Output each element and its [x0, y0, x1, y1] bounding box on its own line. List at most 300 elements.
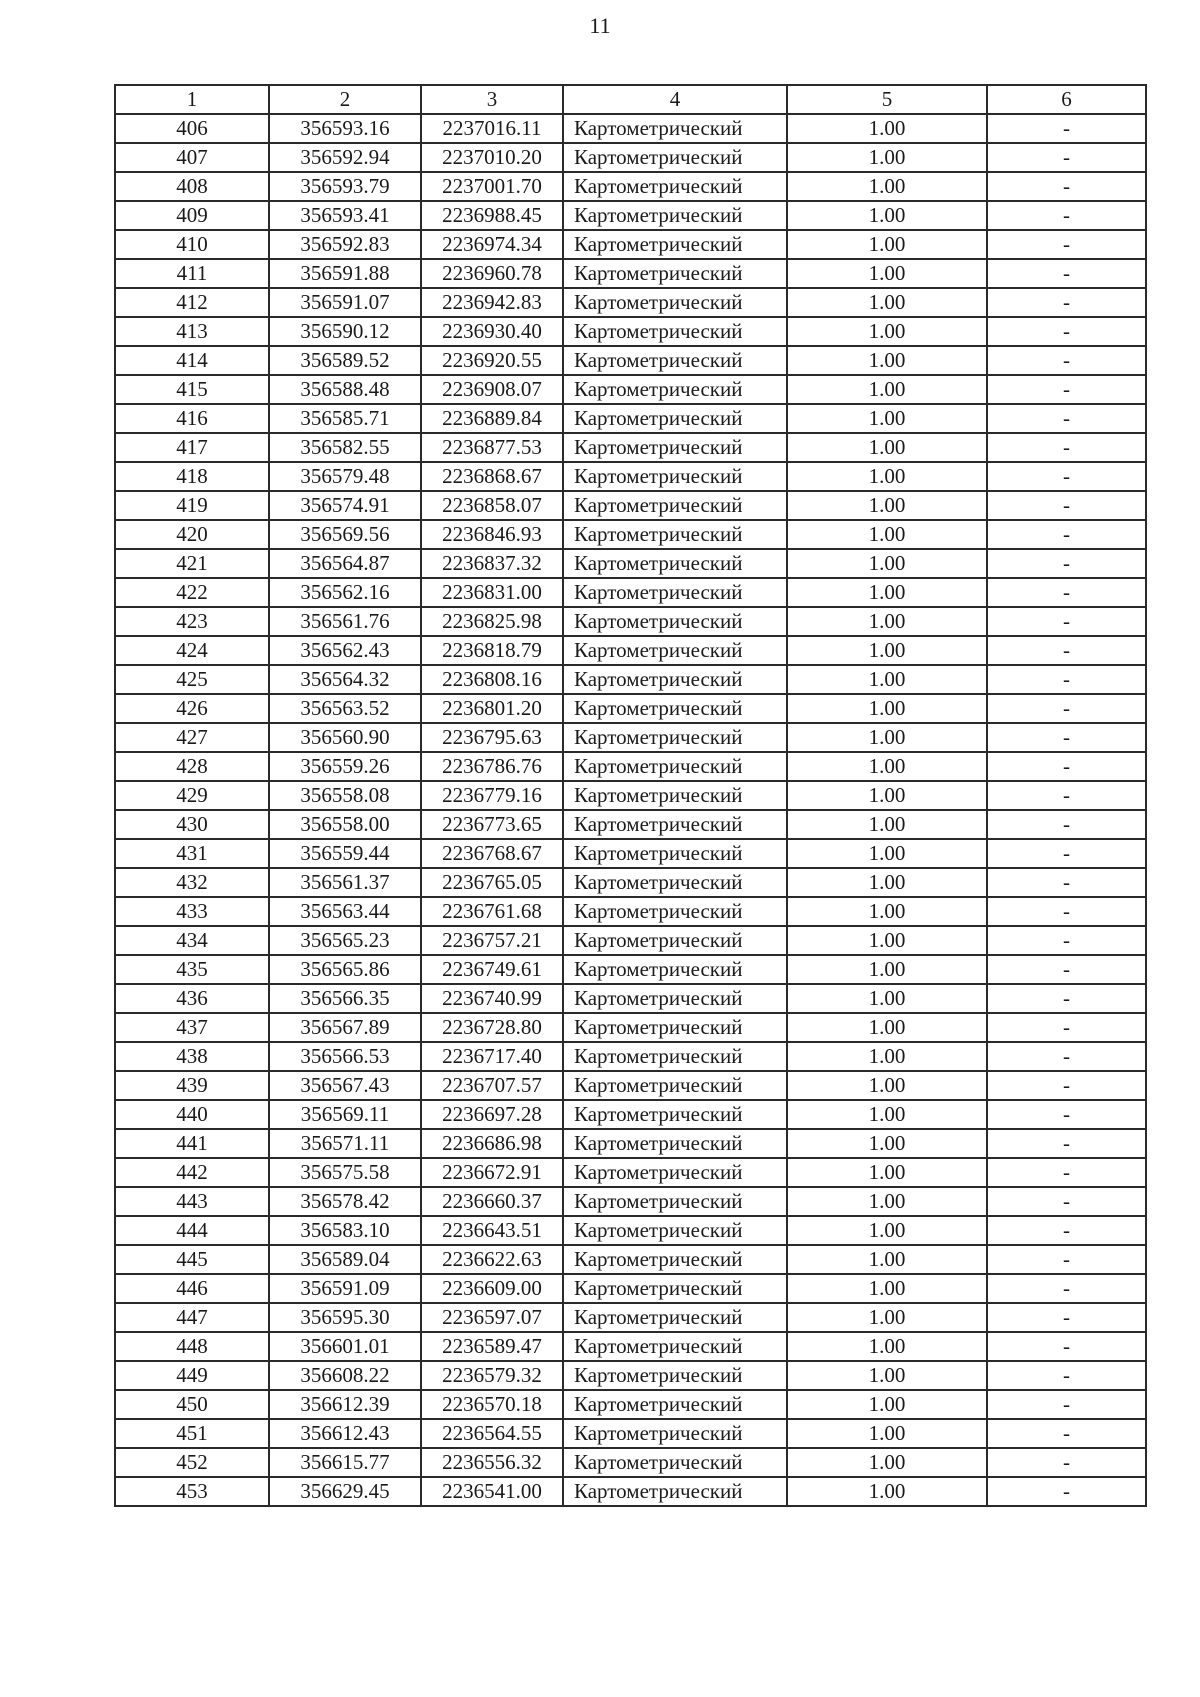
- coordinates-table: [114, 84, 1147, 1507]
- accuracy-cell: 1.00: [787, 143, 987, 172]
- table-row: [115, 1013, 1146, 1042]
- point-number-cell: 443: [115, 1187, 269, 1216]
- accuracy-cell: 1.00: [787, 1274, 987, 1303]
- point-number-cell: 452: [115, 1448, 269, 1477]
- y-coordinate-cell: 2236846.93: [421, 520, 563, 549]
- description-cell: -: [987, 1477, 1146, 1506]
- point-number-cell: 422: [115, 578, 269, 607]
- description-cell: -: [987, 1158, 1146, 1187]
- table-row: [115, 491, 1146, 520]
- point-number-cell: 419: [115, 491, 269, 520]
- description-cell: -: [987, 955, 1146, 984]
- description-cell: -: [987, 1100, 1146, 1129]
- x-coordinate-cell: 356591.07: [269, 288, 421, 317]
- accuracy-cell: 1.00: [787, 317, 987, 346]
- accuracy-cell: 1.00: [787, 897, 987, 926]
- table-row: [115, 607, 1146, 636]
- table-row: [115, 520, 1146, 549]
- x-coordinate-cell: 356569.56: [269, 520, 421, 549]
- table-row: [115, 259, 1146, 288]
- method-cell: Картометрический: [563, 1187, 787, 1216]
- table-row: [115, 897, 1146, 926]
- description-cell: -: [987, 259, 1146, 288]
- method-cell: Картометрический: [563, 1448, 787, 1477]
- table-row: [115, 375, 1146, 404]
- y-coordinate-cell: 2236728.80: [421, 1013, 563, 1042]
- table-row: [115, 1448, 1146, 1477]
- y-coordinate-cell: 2236960.78: [421, 259, 563, 288]
- table-row: [115, 1303, 1146, 1332]
- y-coordinate-cell: 2236564.55: [421, 1419, 563, 1448]
- x-coordinate-cell: 356560.90: [269, 723, 421, 752]
- point-number-cell: 437: [115, 1013, 269, 1042]
- description-cell: -: [987, 1419, 1146, 1448]
- page-number: 11: [589, 13, 611, 38]
- x-coordinate-cell: 356563.52: [269, 694, 421, 723]
- x-coordinate-cell: 356561.76: [269, 607, 421, 636]
- point-number-cell: 428: [115, 752, 269, 781]
- description-cell: -: [987, 984, 1146, 1013]
- method-cell: Картометрический: [563, 1129, 787, 1158]
- description-cell: -: [987, 317, 1146, 346]
- point-number-cell: 426: [115, 694, 269, 723]
- description-cell: -: [987, 781, 1146, 810]
- point-number-cell: 414: [115, 346, 269, 375]
- y-coordinate-cell: 2236868.67: [421, 462, 563, 491]
- point-number-cell: 435: [115, 955, 269, 984]
- method-cell: Картометрический: [563, 694, 787, 723]
- description-cell: -: [987, 1390, 1146, 1419]
- x-coordinate-cell: 356574.91: [269, 491, 421, 520]
- description-cell: -: [987, 1187, 1146, 1216]
- y-coordinate-cell: 2236686.98: [421, 1129, 563, 1158]
- method-cell: Картометрический: [563, 433, 787, 462]
- y-coordinate-cell: 2237016.11: [421, 114, 563, 143]
- y-coordinate-cell: 2236768.67: [421, 839, 563, 868]
- y-coordinate-cell: 2236717.40: [421, 1042, 563, 1071]
- method-cell: Картометрический: [563, 172, 787, 201]
- table-row: [115, 1158, 1146, 1187]
- x-coordinate-cell: 356589.52: [269, 346, 421, 375]
- x-coordinate-cell: 356575.58: [269, 1158, 421, 1187]
- accuracy-cell: 1.00: [787, 1216, 987, 1245]
- accuracy-cell: 1.00: [787, 1129, 987, 1158]
- accuracy-cell: 1.00: [787, 1158, 987, 1187]
- y-coordinate-cell: 2237010.20: [421, 143, 563, 172]
- table-row: [115, 723, 1146, 752]
- point-number-cell: 448: [115, 1332, 269, 1361]
- accuracy-cell: 1.00: [787, 288, 987, 317]
- table-row: [115, 1419, 1146, 1448]
- accuracy-cell: 1.00: [787, 1245, 987, 1274]
- x-coordinate-cell: 356571.11: [269, 1129, 421, 1158]
- point-number-cell: 433: [115, 897, 269, 926]
- x-coordinate-cell: 356567.89: [269, 1013, 421, 1042]
- column-header: 6: [987, 85, 1146, 114]
- method-cell: Картометрический: [563, 346, 787, 375]
- table-row: [115, 230, 1146, 259]
- table-row: [115, 346, 1146, 375]
- y-coordinate-cell: 2236707.57: [421, 1071, 563, 1100]
- description-cell: -: [987, 694, 1146, 723]
- x-coordinate-cell: 356566.53: [269, 1042, 421, 1071]
- accuracy-cell: 1.00: [787, 1303, 987, 1332]
- y-coordinate-cell: 2236920.55: [421, 346, 563, 375]
- y-coordinate-cell: 2236597.07: [421, 1303, 563, 1332]
- table-row: [115, 288, 1146, 317]
- accuracy-cell: 1.00: [787, 404, 987, 433]
- y-coordinate-cell: 2236749.61: [421, 955, 563, 984]
- column-header: 3: [421, 85, 563, 114]
- point-number-cell: 430: [115, 810, 269, 839]
- description-cell: -: [987, 1361, 1146, 1390]
- method-cell: Картометрический: [563, 1390, 787, 1419]
- description-cell: -: [987, 201, 1146, 230]
- method-cell: Картометрический: [563, 1303, 787, 1332]
- method-cell: Картометрический: [563, 491, 787, 520]
- table-row: [115, 114, 1146, 143]
- description-cell: -: [987, 346, 1146, 375]
- accuracy-cell: 1.00: [787, 723, 987, 752]
- point-number-cell: 441: [115, 1129, 269, 1158]
- accuracy-cell: 1.00: [787, 636, 987, 665]
- point-number-cell: 427: [115, 723, 269, 752]
- x-coordinate-cell: 356558.08: [269, 781, 421, 810]
- x-coordinate-cell: 356563.44: [269, 897, 421, 926]
- y-coordinate-cell: 2236786.76: [421, 752, 563, 781]
- point-number-cell: 424: [115, 636, 269, 665]
- table-row: [115, 665, 1146, 694]
- table-row: [115, 1129, 1146, 1158]
- y-coordinate-cell: 2236974.34: [421, 230, 563, 259]
- table-body: [115, 114, 1146, 1506]
- x-coordinate-cell: 356589.04: [269, 1245, 421, 1274]
- method-cell: Картометрический: [563, 520, 787, 549]
- table-row: [115, 1042, 1146, 1071]
- table-row: [115, 317, 1146, 346]
- description-cell: -: [987, 1042, 1146, 1071]
- table-header-row: [115, 85, 1146, 114]
- y-coordinate-cell: 2236818.79: [421, 636, 563, 665]
- method-cell: Картометрический: [563, 143, 787, 172]
- accuracy-cell: 1.00: [787, 607, 987, 636]
- point-number-cell: 412: [115, 288, 269, 317]
- x-coordinate-cell: 356592.83: [269, 230, 421, 259]
- description-cell: -: [987, 1245, 1146, 1274]
- accuracy-cell: 1.00: [787, 520, 987, 549]
- point-number-cell: 431: [115, 839, 269, 868]
- description-cell: -: [987, 1303, 1146, 1332]
- x-coordinate-cell: 356629.45: [269, 1477, 421, 1506]
- x-coordinate-cell: 356590.12: [269, 317, 421, 346]
- table-row: [115, 172, 1146, 201]
- x-coordinate-cell: 356562.16: [269, 578, 421, 607]
- method-cell: Картометрический: [563, 375, 787, 404]
- method-cell: Картометрический: [563, 781, 787, 810]
- description-cell: -: [987, 172, 1146, 201]
- point-number-cell: 445: [115, 1245, 269, 1274]
- y-coordinate-cell: 2236672.91: [421, 1158, 563, 1187]
- accuracy-cell: 1.00: [787, 346, 987, 375]
- accuracy-cell: 1.00: [787, 462, 987, 491]
- description-cell: -: [987, 723, 1146, 752]
- column-header: 2: [269, 85, 421, 114]
- table-row: [115, 1390, 1146, 1419]
- x-coordinate-cell: 356592.94: [269, 143, 421, 172]
- point-number-cell: 413: [115, 317, 269, 346]
- x-coordinate-cell: 356583.10: [269, 1216, 421, 1245]
- description-cell: -: [987, 578, 1146, 607]
- accuracy-cell: 1.00: [787, 1477, 987, 1506]
- point-number-cell: 408: [115, 172, 269, 201]
- accuracy-cell: 1.00: [787, 578, 987, 607]
- x-coordinate-cell: 356593.16: [269, 114, 421, 143]
- x-coordinate-cell: 356593.41: [269, 201, 421, 230]
- accuracy-cell: 1.00: [787, 1071, 987, 1100]
- point-number-cell: 442: [115, 1158, 269, 1187]
- y-coordinate-cell: 2236889.84: [421, 404, 563, 433]
- point-number-cell: 423: [115, 607, 269, 636]
- point-number-cell: 446: [115, 1274, 269, 1303]
- point-number-cell: 451: [115, 1419, 269, 1448]
- x-coordinate-cell: 356567.43: [269, 1071, 421, 1100]
- y-coordinate-cell: 2236622.63: [421, 1245, 563, 1274]
- method-cell: Картометрический: [563, 1013, 787, 1042]
- x-coordinate-cell: 356582.55: [269, 433, 421, 462]
- description-cell: -: [987, 897, 1146, 926]
- table-row: [115, 578, 1146, 607]
- table-row: [115, 636, 1146, 665]
- accuracy-cell: 1.00: [787, 926, 987, 955]
- description-cell: -: [987, 1013, 1146, 1042]
- method-cell: Картометрический: [563, 1042, 787, 1071]
- point-number-cell: 439: [115, 1071, 269, 1100]
- method-cell: Картометрический: [563, 549, 787, 578]
- method-cell: Картометрический: [563, 926, 787, 955]
- x-coordinate-cell: 356591.88: [269, 259, 421, 288]
- table-row: [115, 868, 1146, 897]
- table-row: [115, 752, 1146, 781]
- accuracy-cell: 1.00: [787, 259, 987, 288]
- accuracy-cell: 1.00: [787, 1013, 987, 1042]
- y-coordinate-cell: 2236801.20: [421, 694, 563, 723]
- method-cell: Картометрический: [563, 578, 787, 607]
- y-coordinate-cell: 2236697.28: [421, 1100, 563, 1129]
- method-cell: Картометрический: [563, 723, 787, 752]
- accuracy-cell: 1.00: [787, 201, 987, 230]
- y-coordinate-cell: 2236643.51: [421, 1216, 563, 1245]
- y-coordinate-cell: 2236765.05: [421, 868, 563, 897]
- accuracy-cell: 1.00: [787, 375, 987, 404]
- y-coordinate-cell: 2236579.32: [421, 1361, 563, 1390]
- accuracy-cell: 1.00: [787, 549, 987, 578]
- description-cell: -: [987, 549, 1146, 578]
- description-cell: -: [987, 1216, 1146, 1245]
- method-cell: Картометрический: [563, 1361, 787, 1390]
- description-cell: -: [987, 636, 1146, 665]
- table-row: [115, 1100, 1146, 1129]
- table-row: [115, 549, 1146, 578]
- table-row: [115, 1187, 1146, 1216]
- accuracy-cell: 1.00: [787, 172, 987, 201]
- x-coordinate-cell: 356565.86: [269, 955, 421, 984]
- description-cell: -: [987, 114, 1146, 143]
- method-cell: Картометрический: [563, 1245, 787, 1274]
- point-number-cell: 432: [115, 868, 269, 897]
- method-cell: Картометрический: [563, 288, 787, 317]
- method-cell: Картометрический: [563, 636, 787, 665]
- table-row: [115, 1477, 1146, 1506]
- column-header: 5: [787, 85, 987, 114]
- method-cell: Картометрический: [563, 1274, 787, 1303]
- x-coordinate-cell: 356578.42: [269, 1187, 421, 1216]
- method-cell: Картометрический: [563, 1100, 787, 1129]
- table-row: [115, 984, 1146, 1013]
- x-coordinate-cell: 356585.71: [269, 404, 421, 433]
- point-number-cell: 418: [115, 462, 269, 491]
- x-coordinate-cell: 356601.01: [269, 1332, 421, 1361]
- table-row: [115, 1361, 1146, 1390]
- table-row: [115, 839, 1146, 868]
- description-cell: -: [987, 375, 1146, 404]
- description-cell: -: [987, 839, 1146, 868]
- table-row: [115, 1274, 1146, 1303]
- method-cell: Картометрический: [563, 1216, 787, 1245]
- y-coordinate-cell: 2236831.00: [421, 578, 563, 607]
- accuracy-cell: 1.00: [787, 1187, 987, 1216]
- point-number-cell: 425: [115, 665, 269, 694]
- method-cell: Картометрический: [563, 1332, 787, 1361]
- accuracy-cell: 1.00: [787, 868, 987, 897]
- x-coordinate-cell: 356561.37: [269, 868, 421, 897]
- method-cell: Картометрический: [563, 201, 787, 230]
- point-number-cell: 410: [115, 230, 269, 259]
- x-coordinate-cell: 356591.09: [269, 1274, 421, 1303]
- point-number-cell: 406: [115, 114, 269, 143]
- description-cell: -: [987, 1129, 1146, 1158]
- method-cell: Картометрический: [563, 665, 787, 694]
- method-cell: Картометрический: [563, 259, 787, 288]
- x-coordinate-cell: 356564.87: [269, 549, 421, 578]
- description-cell: -: [987, 1448, 1146, 1477]
- y-coordinate-cell: 2236825.98: [421, 607, 563, 636]
- table-row: [115, 1245, 1146, 1274]
- x-coordinate-cell: 356562.43: [269, 636, 421, 665]
- description-cell: -: [987, 520, 1146, 549]
- table-row: [115, 1332, 1146, 1361]
- point-number-cell: 409: [115, 201, 269, 230]
- accuracy-cell: 1.00: [787, 752, 987, 781]
- point-number-cell: 416: [115, 404, 269, 433]
- y-coordinate-cell: 2236773.65: [421, 810, 563, 839]
- table-row: [115, 433, 1146, 462]
- accuracy-cell: 1.00: [787, 1390, 987, 1419]
- method-cell: Картометрический: [563, 317, 787, 346]
- accuracy-cell: 1.00: [787, 810, 987, 839]
- point-number-cell: 440: [115, 1100, 269, 1129]
- accuracy-cell: 1.00: [787, 839, 987, 868]
- accuracy-cell: 1.00: [787, 955, 987, 984]
- method-cell: Картометрический: [563, 1158, 787, 1187]
- accuracy-cell: 1.00: [787, 1332, 987, 1361]
- description-cell: -: [987, 868, 1146, 897]
- description-cell: -: [987, 433, 1146, 462]
- accuracy-cell: 1.00: [787, 781, 987, 810]
- y-coordinate-cell: 2236761.68: [421, 897, 563, 926]
- method-cell: Картометрический: [563, 230, 787, 259]
- y-coordinate-cell: 2236795.63: [421, 723, 563, 752]
- x-coordinate-cell: 356579.48: [269, 462, 421, 491]
- y-coordinate-cell: 2236942.83: [421, 288, 563, 317]
- x-coordinate-cell: 356559.26: [269, 752, 421, 781]
- accuracy-cell: 1.00: [787, 694, 987, 723]
- y-coordinate-cell: 2236988.45: [421, 201, 563, 230]
- y-coordinate-cell: 2236570.18: [421, 1390, 563, 1419]
- accuracy-cell: 1.00: [787, 1419, 987, 1448]
- accuracy-cell: 1.00: [787, 1448, 987, 1477]
- description-cell: -: [987, 404, 1146, 433]
- description-cell: -: [987, 607, 1146, 636]
- y-coordinate-cell: 2236660.37: [421, 1187, 563, 1216]
- point-number-cell: 436: [115, 984, 269, 1013]
- table-row: [115, 955, 1146, 984]
- x-coordinate-cell: 356615.77: [269, 1448, 421, 1477]
- table-row: [115, 781, 1146, 810]
- point-number-cell: 417: [115, 433, 269, 462]
- y-coordinate-cell: 2236877.53: [421, 433, 563, 462]
- description-cell: -: [987, 143, 1146, 172]
- y-coordinate-cell: 2236837.32: [421, 549, 563, 578]
- column-header: 1: [115, 85, 269, 114]
- y-coordinate-cell: 2236908.07: [421, 375, 563, 404]
- point-number-cell: 449: [115, 1361, 269, 1390]
- point-number-cell: 429: [115, 781, 269, 810]
- description-cell: -: [987, 1071, 1146, 1100]
- x-coordinate-cell: 356595.30: [269, 1303, 421, 1332]
- table-row: [115, 462, 1146, 491]
- x-coordinate-cell: 356608.22: [269, 1361, 421, 1390]
- point-number-cell: 407: [115, 143, 269, 172]
- y-coordinate-cell: 2236779.16: [421, 781, 563, 810]
- accuracy-cell: 1.00: [787, 433, 987, 462]
- y-coordinate-cell: 2236740.99: [421, 984, 563, 1013]
- description-cell: -: [987, 491, 1146, 520]
- table-row: [115, 926, 1146, 955]
- point-number-cell: 411: [115, 259, 269, 288]
- method-cell: Картометрический: [563, 1419, 787, 1448]
- method-cell: Картометрический: [563, 897, 787, 926]
- method-cell: Картометрический: [563, 462, 787, 491]
- x-coordinate-cell: 356588.48: [269, 375, 421, 404]
- x-coordinate-cell: 356593.79: [269, 172, 421, 201]
- y-coordinate-cell: 2236858.07: [421, 491, 563, 520]
- method-cell: Картометрический: [563, 955, 787, 984]
- method-cell: Картометрический: [563, 810, 787, 839]
- y-coordinate-cell: 2236589.47: [421, 1332, 563, 1361]
- point-number-cell: 450: [115, 1390, 269, 1419]
- accuracy-cell: 1.00: [787, 114, 987, 143]
- point-number-cell: 421: [115, 549, 269, 578]
- y-coordinate-cell: 2237001.70: [421, 172, 563, 201]
- description-cell: -: [987, 230, 1146, 259]
- table-row: [115, 1071, 1146, 1100]
- description-cell: -: [987, 810, 1146, 839]
- x-coordinate-cell: 356566.35: [269, 984, 421, 1013]
- accuracy-cell: 1.00: [787, 1361, 987, 1390]
- description-cell: -: [987, 752, 1146, 781]
- y-coordinate-cell: 2236757.21: [421, 926, 563, 955]
- x-coordinate-cell: 356565.23: [269, 926, 421, 955]
